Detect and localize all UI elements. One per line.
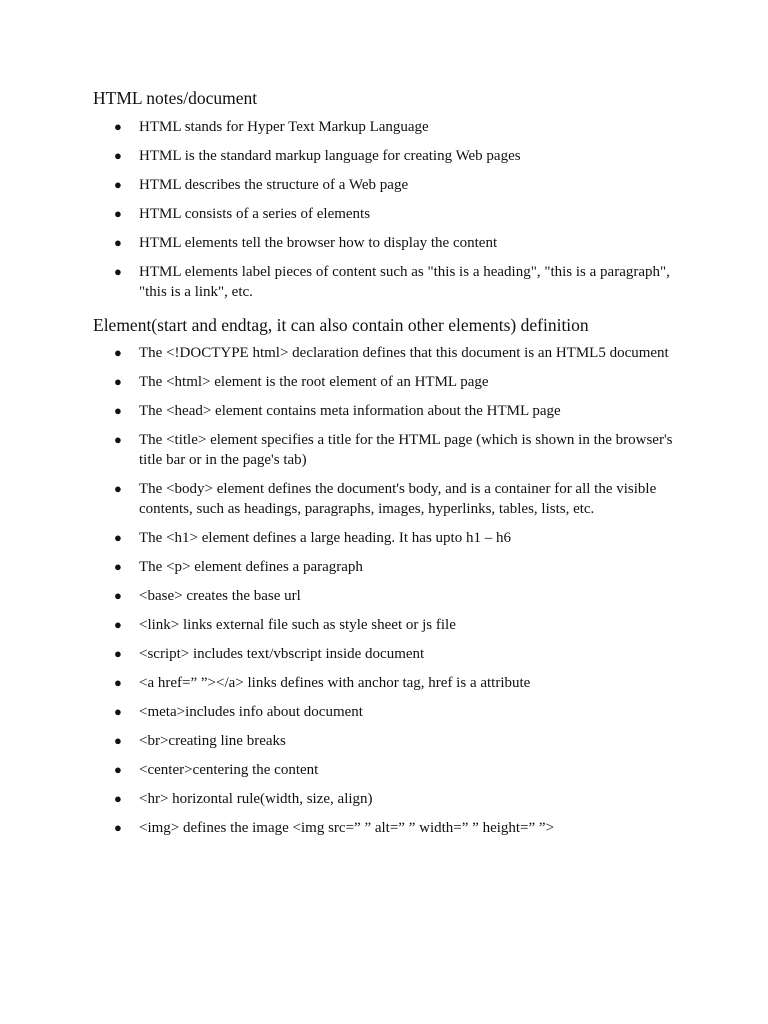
section-heading-html-notes: HTML notes/document: [93, 88, 258, 108]
bullet-icon: ●: [114, 345, 122, 360]
list-item-text: The <h1> element defines a large heading. It has upto h1 – h6: [139, 530, 511, 546]
bullet-icon: ●: [114, 733, 122, 748]
list-item: [0, 146, 684, 166]
section-heading-element-definition: Element(start and endtag, it can also contain other elements) definition: [93, 315, 589, 335]
list-item: [0, 372, 684, 392]
list-item: [0, 175, 684, 195]
html-notes-list: [0, 117, 768, 311]
list-item: [0, 401, 684, 421]
bullet-icon: ●: [114, 559, 122, 574]
list-item: [0, 117, 684, 137]
bullet-icon: ●: [114, 432, 122, 447]
list-item: [0, 673, 684, 693]
list-item-text: The <body> element defines the document's body, and is a container for all the visible contents, such as headings, paragraphs, images, hyperlinks, tables, lists, etc.: [139, 481, 657, 517]
list-item-text: The <html> element is the root element of an HTML page: [139, 374, 489, 390]
list-item: [0, 702, 684, 722]
list-item: [0, 430, 684, 470]
list-item-text: <script> includes text/vbscript inside document: [139, 646, 425, 662]
list-item: [0, 615, 684, 635]
bullet-icon: ●: [114, 762, 122, 777]
list-item-text: HTML stands for Hyper Text Markup Language: [139, 119, 429, 135]
bullet-icon: ●: [114, 481, 122, 496]
bullet-icon: ●: [114, 704, 122, 719]
bullet-icon: ●: [114, 206, 122, 221]
list-item-text: The <!DOCTYPE html> declaration defines that this document is an HTML5 document: [139, 345, 669, 361]
list-item: [0, 557, 684, 577]
list-item: [0, 204, 684, 224]
bullet-icon: ●: [114, 530, 122, 545]
list-item-text: The <p> element defines a paragraph: [139, 559, 363, 575]
bullet-icon: ●: [114, 264, 122, 279]
list-item-text: HTML is the standard markup language for creating Web pages: [139, 148, 521, 164]
bullet-icon: ●: [114, 617, 122, 632]
bullet-icon: ●: [114, 646, 122, 661]
bullet-icon: ●: [114, 148, 122, 163]
list-item-text: HTML describes the structure of a Web page: [139, 177, 409, 193]
bullet-icon: ●: [114, 177, 122, 192]
bullet-icon: ●: [114, 235, 122, 250]
list-item: [0, 586, 684, 606]
element-definition-list: [0, 343, 768, 847]
list-item-text: <link> links external file such as style sheet or js file: [139, 617, 456, 633]
list-item: [0, 818, 684, 838]
list-item: [0, 233, 684, 253]
list-item: [0, 731, 684, 751]
bullet-icon: ●: [114, 820, 122, 835]
list-item: [0, 262, 684, 302]
bullet-icon: ●: [114, 119, 122, 134]
list-item-text: <a href=” ”></a> links defines with anchor tag, href is a attribute: [139, 675, 531, 691]
list-item-text: <meta>includes info about document: [139, 704, 363, 720]
list-item: [0, 760, 684, 780]
list-item: [0, 528, 684, 548]
list-item: [0, 479, 699, 519]
list-item: [0, 343, 684, 363]
list-item: [0, 644, 684, 664]
list-item-text: <br>creating line breaks: [139, 733, 286, 749]
list-item-text: HTML elements label pieces of content such as "this is a heading", "this is a paragraph", "this is a link", etc.: [139, 264, 670, 300]
bullet-icon: ●: [114, 588, 122, 603]
list-item: [0, 789, 684, 809]
bullet-icon: ●: [114, 675, 122, 690]
list-item-text: <base> creates the base url: [139, 588, 301, 604]
list-item-text: <center>centering the content: [139, 762, 319, 778]
list-item-text: <img> defines the image <img src=” ” alt=” ” width=” ” height=” ”>: [139, 820, 555, 836]
bullet-icon: ●: [114, 791, 122, 806]
list-item-text: <hr> horizontal rule(width, size, align): [139, 791, 373, 807]
list-item-text: HTML consists of a series of elements: [139, 206, 371, 222]
list-item-text: The <title> element specifies a title for the HTML page (which is shown in the browser's title bar or in the page's tab): [139, 432, 673, 468]
bullet-icon: ●: [114, 403, 122, 418]
list-item-text: The <head> element contains meta information about the HTML page: [139, 403, 561, 419]
list-item-text: HTML elements tell the browser how to display the content: [139, 235, 498, 251]
bullet-icon: ●: [114, 374, 122, 389]
